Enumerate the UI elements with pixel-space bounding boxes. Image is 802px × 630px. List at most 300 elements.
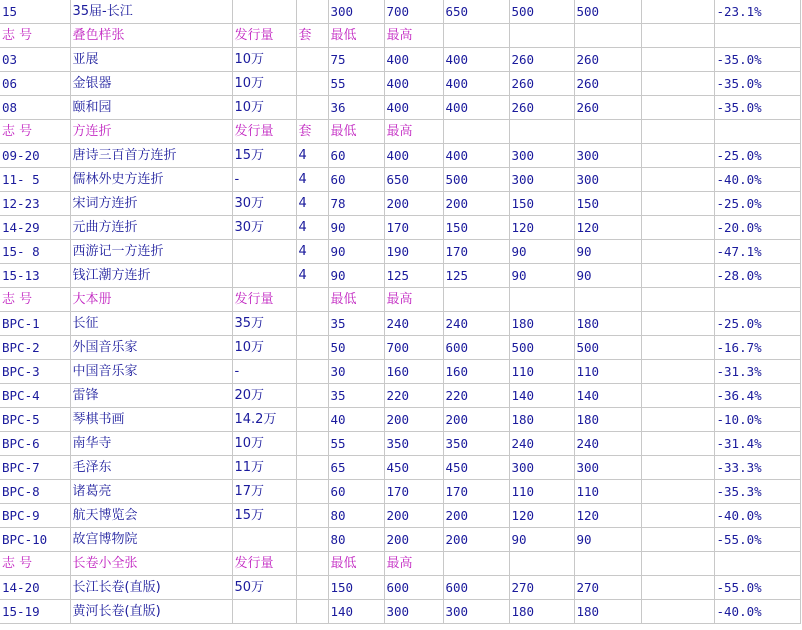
cell-code[interactable]: BPC-8 (0, 480, 70, 504)
cell-name[interactable]: 唐诗三百首方连折 (70, 144, 232, 168)
cell-set[interactable] (296, 528, 328, 552)
cell-change-pct[interactable]: -25.0% (714, 192, 800, 216)
cell-set[interactable] (296, 456, 328, 480)
cell-code[interactable]: 志 号 (0, 288, 70, 312)
section-header-row (0, 120, 800, 144)
cell-code[interactable]: 15- 8 (0, 240, 70, 264)
cell-name[interactable]: 航天博览会 (70, 504, 232, 528)
cell-price-3[interactable] (443, 120, 509, 144)
cell-price-4[interactable]: 110 (509, 480, 574, 504)
cell-price-3[interactable]: 450 (443, 456, 509, 480)
cell-blank[interactable] (641, 312, 714, 336)
cell-change-pct[interactable]: -31.3% (714, 360, 800, 384)
cell-price-3[interactable]: 220 (443, 384, 509, 408)
cell-name[interactable]: 金银器 (70, 72, 232, 96)
cell-change-pct[interactable]: -47.1% (714, 240, 800, 264)
cell-low[interactable]: 40 (328, 408, 384, 432)
cell-change-pct[interactable]: -25.0% (714, 144, 800, 168)
cell-price-5[interactable]: 90 (574, 240, 641, 264)
cell-name[interactable]: 毛泽东 (70, 456, 232, 480)
cell-code[interactable]: 志 号 (0, 24, 70, 48)
cell-high[interactable]: 170 (384, 480, 443, 504)
cell-code[interactable]: 志 号 (0, 120, 70, 144)
cell-blank[interactable] (641, 168, 714, 192)
cell-low[interactable]: 50 (328, 336, 384, 360)
cell-name[interactable]: 外国音乐家 (70, 336, 232, 360)
cell-issue-qty[interactable]: 14.2万 (232, 408, 296, 432)
cell-price-4[interactable]: 180 (509, 600, 574, 624)
cell-price-3[interactable]: 600 (443, 336, 509, 360)
cell-name[interactable]: 颐和园 (70, 96, 232, 120)
cell-set[interactable]: 4 (296, 168, 328, 192)
cell-price-4[interactable]: 90 (509, 528, 574, 552)
cell-price-5[interactable]: 270 (574, 576, 641, 600)
cell-price-5[interactable]: 150 (574, 192, 641, 216)
cell-blank[interactable] (641, 0, 714, 24)
cell-blank[interactable] (641, 432, 714, 456)
cell-code[interactable]: BPC-2 (0, 336, 70, 360)
cell-price-3[interactable]: 400 (443, 96, 509, 120)
cell-price-4[interactable]: 260 (509, 72, 574, 96)
cell-low[interactable]: 90 (328, 264, 384, 288)
table-row (0, 456, 800, 480)
cell-price-3[interactable]: 200 (443, 528, 509, 552)
cell-price-4[interactable]: 270 (509, 576, 574, 600)
cell-price-5[interactable] (574, 120, 641, 144)
cell-price-3[interactable] (443, 552, 509, 576)
cell-code[interactable]: BPC-6 (0, 432, 70, 456)
cell-issue-qty[interactable]: 17万 (232, 480, 296, 504)
cell-high[interactable]: 600 (384, 576, 443, 600)
cell-set[interactable] (296, 552, 328, 576)
cell-blank[interactable] (641, 600, 714, 624)
cell-change-pct[interactable]: -20.0% (714, 216, 800, 240)
cell-price-4[interactable]: 180 (509, 312, 574, 336)
cell-high[interactable]: 220 (384, 384, 443, 408)
cell-change-pct[interactable] (714, 24, 800, 48)
cell-blank[interactable] (641, 48, 714, 72)
cell-code[interactable]: 14-20 (0, 576, 70, 600)
cell-change-pct[interactable]: -28.0% (714, 264, 800, 288)
cell-price-3[interactable]: 200 (443, 408, 509, 432)
cell-blank[interactable] (641, 528, 714, 552)
cell-issue-qty[interactable] (232, 264, 296, 288)
cell-high[interactable]: 240 (384, 312, 443, 336)
cell-set[interactable]: 4 (296, 192, 328, 216)
cell-low[interactable]: 30 (328, 360, 384, 384)
cell-price-4[interactable] (509, 24, 574, 48)
cell-name[interactable]: 长江长卷(直版) (70, 576, 232, 600)
cell-name[interactable]: 大本册 (70, 288, 232, 312)
cell-low[interactable]: 55 (328, 72, 384, 96)
cell-issue-qty[interactable]: - (232, 360, 296, 384)
cell-change-pct[interactable]: -16.7% (714, 336, 800, 360)
cell-low[interactable]: 最低 (328, 120, 384, 144)
cell-price-3[interactable]: 400 (443, 48, 509, 72)
cell-price-5[interactable]: 240 (574, 432, 641, 456)
cell-price-5[interactable]: 110 (574, 480, 641, 504)
cell-change-pct[interactable]: -35.0% (714, 48, 800, 72)
cell-set[interactable]: 4 (296, 264, 328, 288)
cell-issue-qty[interactable] (232, 240, 296, 264)
cell-low[interactable]: 60 (328, 168, 384, 192)
table-row (0, 576, 800, 600)
cell-change-pct[interactable]: -10.0% (714, 408, 800, 432)
cell-price-3[interactable]: 600 (443, 576, 509, 600)
cell-set[interactable] (296, 384, 328, 408)
cell-high[interactable]: 190 (384, 240, 443, 264)
cell-name[interactable]: 宋词方连折 (70, 192, 232, 216)
cell-price-3[interactable] (443, 24, 509, 48)
cell-price-5[interactable]: 90 (574, 528, 641, 552)
cell-price-3[interactable]: 200 (443, 504, 509, 528)
cell-issue-qty[interactable]: 发行量 (232, 552, 296, 576)
cell-high[interactable]: 最高 (384, 288, 443, 312)
cell-price-5[interactable] (574, 552, 641, 576)
cell-low[interactable]: 150 (328, 576, 384, 600)
cell-high[interactable]: 350 (384, 432, 443, 456)
cell-name[interactable]: 方连折 (70, 120, 232, 144)
cell-price-3[interactable]: 350 (443, 432, 509, 456)
cell-name[interactable]: 儒林外史方连折 (70, 168, 232, 192)
cell-price-4[interactable]: 150 (509, 192, 574, 216)
cell-change-pct[interactable]: -36.4% (714, 384, 800, 408)
cell-price-4[interactable]: 300 (509, 168, 574, 192)
cell-low[interactable]: 36 (328, 96, 384, 120)
cell-issue-qty[interactable]: 10万 (232, 72, 296, 96)
cell-change-pct[interactable] (714, 552, 800, 576)
cell-issue-qty[interactable]: 发行量 (232, 120, 296, 144)
cell-price-5[interactable]: 500 (574, 0, 641, 24)
cell-change-pct[interactable]: -25.0% (714, 312, 800, 336)
cell-price-5[interactable]: 120 (574, 216, 641, 240)
cell-price-3[interactable]: 170 (443, 480, 509, 504)
cell-set[interactable]: 4 (296, 144, 328, 168)
cell-set[interactable] (296, 600, 328, 624)
cell-change-pct[interactable]: -23.1% (714, 0, 800, 24)
cell-low[interactable]: 60 (328, 480, 384, 504)
cell-set[interactable] (296, 336, 328, 360)
cell-issue-qty[interactable]: 35万 (232, 312, 296, 336)
cell-high[interactable]: 400 (384, 72, 443, 96)
cell-price-3[interactable]: 150 (443, 216, 509, 240)
cell-price-5[interactable]: 180 (574, 408, 641, 432)
table-row (0, 240, 800, 264)
section-header-row (0, 552, 800, 576)
cell-price-4[interactable] (509, 288, 574, 312)
cell-name[interactable]: 中国音乐家 (70, 360, 232, 384)
cell-blank[interactable] (641, 264, 714, 288)
cell-low[interactable]: 80 (328, 504, 384, 528)
cell-price-4[interactable] (509, 552, 574, 576)
cell-high[interactable]: 400 (384, 144, 443, 168)
cell-set[interactable] (296, 432, 328, 456)
cell-price-4[interactable]: 180 (509, 408, 574, 432)
cell-change-pct[interactable] (714, 120, 800, 144)
cell-price-5[interactable] (574, 288, 641, 312)
table-row (0, 432, 800, 456)
cell-low[interactable]: 90 (328, 240, 384, 264)
cell-price-5[interactable]: 90 (574, 264, 641, 288)
table-row (0, 504, 800, 528)
cell-change-pct[interactable]: -35.0% (714, 72, 800, 96)
cell-blank[interactable] (641, 216, 714, 240)
cell-issue-qty[interactable]: 50万 (232, 576, 296, 600)
cell-name[interactable]: 黄河长卷(直版) (70, 600, 232, 624)
cell-price-4[interactable]: 120 (509, 216, 574, 240)
cell-low[interactable]: 80 (328, 528, 384, 552)
cell-issue-qty[interactable]: 15万 (232, 504, 296, 528)
cell-code[interactable]: 03 (0, 48, 70, 72)
cell-high[interactable]: 最高 (384, 552, 443, 576)
cell-name[interactable]: 元曲方连折 (70, 216, 232, 240)
cell-high[interactable]: 200 (384, 528, 443, 552)
cell-high[interactable]: 400 (384, 48, 443, 72)
cell-issue-qty[interactable]: 20万 (232, 384, 296, 408)
cell-low[interactable]: 140 (328, 600, 384, 624)
cell-price-3[interactable]: 200 (443, 192, 509, 216)
cell-name[interactable]: 亚展 (70, 48, 232, 72)
cell-code[interactable]: BPC-7 (0, 456, 70, 480)
cell-price-4[interactable]: 120 (509, 504, 574, 528)
cell-change-pct[interactable]: -55.0% (714, 528, 800, 552)
cell-low[interactable]: 55 (328, 432, 384, 456)
cell-set[interactable] (296, 408, 328, 432)
cell-price-4[interactable]: 240 (509, 432, 574, 456)
cell-issue-qty[interactable]: 发行量 (232, 24, 296, 48)
cell-high[interactable]: 200 (384, 504, 443, 528)
table-row (0, 360, 800, 384)
cell-code[interactable]: 志 号 (0, 552, 70, 576)
cell-price-3[interactable]: 160 (443, 360, 509, 384)
cell-price-4[interactable]: 90 (509, 240, 574, 264)
section-header-row (0, 288, 800, 312)
cell-code[interactable]: BPC-3 (0, 360, 70, 384)
cell-price-5[interactable]: 180 (574, 600, 641, 624)
cell-price-4[interactable]: 500 (509, 0, 574, 24)
cell-change-pct[interactable]: -33.3% (714, 456, 800, 480)
cell-set[interactable] (296, 48, 328, 72)
cell-set[interactable]: 4 (296, 240, 328, 264)
cell-high[interactable]: 450 (384, 456, 443, 480)
cell-price-5[interactable]: 300 (574, 144, 641, 168)
cell-low[interactable]: 60 (328, 144, 384, 168)
cell-low[interactable]: 最低 (328, 288, 384, 312)
cell-low[interactable]: 78 (328, 192, 384, 216)
cell-price-5[interactable]: 300 (574, 456, 641, 480)
cell-blank[interactable] (641, 288, 714, 312)
table-row (0, 216, 800, 240)
cell-name[interactable]: 故宫博物院 (70, 528, 232, 552)
cell-high[interactable]: 400 (384, 96, 443, 120)
cell-price-4[interactable]: 260 (509, 48, 574, 72)
cell-price-4[interactable]: 300 (509, 144, 574, 168)
cell-price-5[interactable]: 260 (574, 96, 641, 120)
cell-name[interactable]: 西游记一方连折 (70, 240, 232, 264)
cell-price-5[interactable]: 110 (574, 360, 641, 384)
cell-high[interactable]: 最高 (384, 24, 443, 48)
cell-price-3[interactable]: 170 (443, 240, 509, 264)
cell-blank[interactable] (641, 408, 714, 432)
cell-code[interactable]: 15-13 (0, 264, 70, 288)
cell-change-pct[interactable]: -40.0% (714, 168, 800, 192)
cell-issue-qty[interactable] (232, 600, 296, 624)
cell-blank[interactable] (641, 96, 714, 120)
cell-blank[interactable] (641, 480, 714, 504)
cell-high[interactable]: 650 (384, 168, 443, 192)
cell-name[interactable]: 长征 (70, 312, 232, 336)
cell-issue-qty[interactable]: 发行量 (232, 288, 296, 312)
cell-name[interactable]: 诸葛亮 (70, 480, 232, 504)
cell-price-3[interactable]: 125 (443, 264, 509, 288)
cell-price-5[interactable]: 300 (574, 168, 641, 192)
cell-code[interactable]: BPC-4 (0, 384, 70, 408)
cell-price-3[interactable]: 300 (443, 600, 509, 624)
cell-price-5[interactable]: 260 (574, 72, 641, 96)
cell-change-pct[interactable]: -35.3% (714, 480, 800, 504)
cell-low[interactable]: 300 (328, 0, 384, 24)
cell-blank[interactable] (641, 144, 714, 168)
cell-low[interactable]: 90 (328, 216, 384, 240)
cell-name[interactable]: 叠色样张 (70, 24, 232, 48)
cell-price-3[interactable]: 650 (443, 0, 509, 24)
cell-set[interactable] (296, 96, 328, 120)
table-row (0, 264, 800, 288)
cell-price-4[interactable]: 300 (509, 456, 574, 480)
cell-code[interactable]: 11- 5 (0, 168, 70, 192)
cell-blank[interactable] (641, 240, 714, 264)
cell-set[interactable]: 4 (296, 216, 328, 240)
cell-price-4[interactable]: 140 (509, 384, 574, 408)
cell-issue-qty[interactable]: 30万 (232, 216, 296, 240)
cell-price-5[interactable]: 120 (574, 504, 641, 528)
cell-issue-qty[interactable]: 11万 (232, 456, 296, 480)
cell-price-4[interactable]: 260 (509, 96, 574, 120)
cell-price-4[interactable]: 500 (509, 336, 574, 360)
cell-blank[interactable] (641, 72, 714, 96)
cell-price-5[interactable]: 180 (574, 312, 641, 336)
cell-blank[interactable] (641, 336, 714, 360)
cell-set[interactable] (296, 72, 328, 96)
cell-set[interactable] (296, 0, 328, 24)
cell-code[interactable]: 15 (0, 0, 70, 24)
cell-blank[interactable] (641, 24, 714, 48)
cell-set[interactable]: 套 (296, 24, 328, 48)
cell-change-pct[interactable]: -35.0% (714, 96, 800, 120)
table-row (0, 312, 800, 336)
cell-high[interactable]: 700 (384, 336, 443, 360)
cell-change-pct[interactable]: -40.0% (714, 600, 800, 624)
cell-blank[interactable] (641, 192, 714, 216)
cell-price-5[interactable]: 500 (574, 336, 641, 360)
cell-change-pct[interactable]: -55.0% (714, 576, 800, 600)
cell-blank[interactable] (641, 360, 714, 384)
cell-low[interactable]: 最低 (328, 24, 384, 48)
cell-name[interactable]: 钱江潮方连折 (70, 264, 232, 288)
cell-code[interactable]: BPC-9 (0, 504, 70, 528)
cell-set[interactable] (296, 504, 328, 528)
cell-name[interactable]: 琴棋书画 (70, 408, 232, 432)
cell-high[interactable]: 300 (384, 600, 443, 624)
cell-change-pct[interactable]: -31.4% (714, 432, 800, 456)
cell-high[interactable]: 200 (384, 408, 443, 432)
cell-issue-qty[interactable]: 10万 (232, 336, 296, 360)
cell-low[interactable]: 35 (328, 384, 384, 408)
cell-name[interactable]: 35届-长江 (70, 0, 232, 24)
cell-price-3[interactable]: 400 (443, 72, 509, 96)
cell-name[interactable]: 长卷小全张 (70, 552, 232, 576)
cell-issue-qty[interactable] (232, 528, 296, 552)
cell-price-5[interactable]: 260 (574, 48, 641, 72)
cell-high[interactable]: 170 (384, 216, 443, 240)
cell-price-5[interactable] (574, 24, 641, 48)
table-row (0, 96, 800, 120)
cell-blank[interactable] (641, 552, 714, 576)
cell-blank[interactable] (641, 456, 714, 480)
cell-set[interactable] (296, 312, 328, 336)
cell-price-3[interactable]: 400 (443, 144, 509, 168)
cell-code[interactable]: BPC-1 (0, 312, 70, 336)
cell-high[interactable]: 700 (384, 0, 443, 24)
cell-set[interactable] (296, 480, 328, 504)
cell-low[interactable]: 65 (328, 456, 384, 480)
cell-code[interactable]: BPC-5 (0, 408, 70, 432)
cell-code[interactable]: 06 (0, 72, 70, 96)
cell-change-pct[interactable]: -40.0% (714, 504, 800, 528)
cell-code[interactable]: BPC-10 (0, 528, 70, 552)
cell-name[interactable]: 雷锋 (70, 384, 232, 408)
cell-code[interactable]: 09-20 (0, 144, 70, 168)
cell-high[interactable]: 125 (384, 264, 443, 288)
cell-issue-qty[interactable]: 10万 (232, 48, 296, 72)
cell-set[interactable] (296, 576, 328, 600)
cell-issue-qty[interactable]: 30万 (232, 192, 296, 216)
cell-set[interactable] (296, 288, 328, 312)
cell-price-4[interactable] (509, 120, 574, 144)
cell-price-4[interactable]: 110 (509, 360, 574, 384)
cell-price-5[interactable]: 140 (574, 384, 641, 408)
cell-price-3[interactable] (443, 288, 509, 312)
cell-change-pct[interactable] (714, 288, 800, 312)
cell-price-4[interactable]: 90 (509, 264, 574, 288)
cell-high[interactable]: 最高 (384, 120, 443, 144)
cell-issue-qty[interactable] (232, 0, 296, 24)
table-row (0, 384, 800, 408)
cell-set[interactable]: 套 (296, 120, 328, 144)
cell-issue-qty[interactable]: 15万 (232, 144, 296, 168)
cell-code[interactable]: 15-19 (0, 600, 70, 624)
cell-blank[interactable] (641, 384, 714, 408)
cell-price-3[interactable]: 240 (443, 312, 509, 336)
cell-low[interactable]: 最低 (328, 552, 384, 576)
cell-low[interactable]: 35 (328, 312, 384, 336)
cell-low[interactable]: 75 (328, 48, 384, 72)
cell-set[interactable] (296, 360, 328, 384)
cell-code[interactable]: 08 (0, 96, 70, 120)
cell-issue-qty[interactable]: - (232, 168, 296, 192)
cell-blank[interactable] (641, 120, 714, 144)
cell-blank[interactable] (641, 576, 714, 600)
cell-code[interactable]: 12-23 (0, 192, 70, 216)
cell-high[interactable]: 200 (384, 192, 443, 216)
cell-blank[interactable] (641, 504, 714, 528)
cell-code[interactable]: 14-29 (0, 216, 70, 240)
cell-issue-qty[interactable]: 10万 (232, 96, 296, 120)
cell-issue-qty[interactable]: 10万 (232, 432, 296, 456)
cell-price-3[interactable]: 500 (443, 168, 509, 192)
cell-high[interactable]: 160 (384, 360, 443, 384)
cell-name[interactable]: 南华寺 (70, 432, 232, 456)
